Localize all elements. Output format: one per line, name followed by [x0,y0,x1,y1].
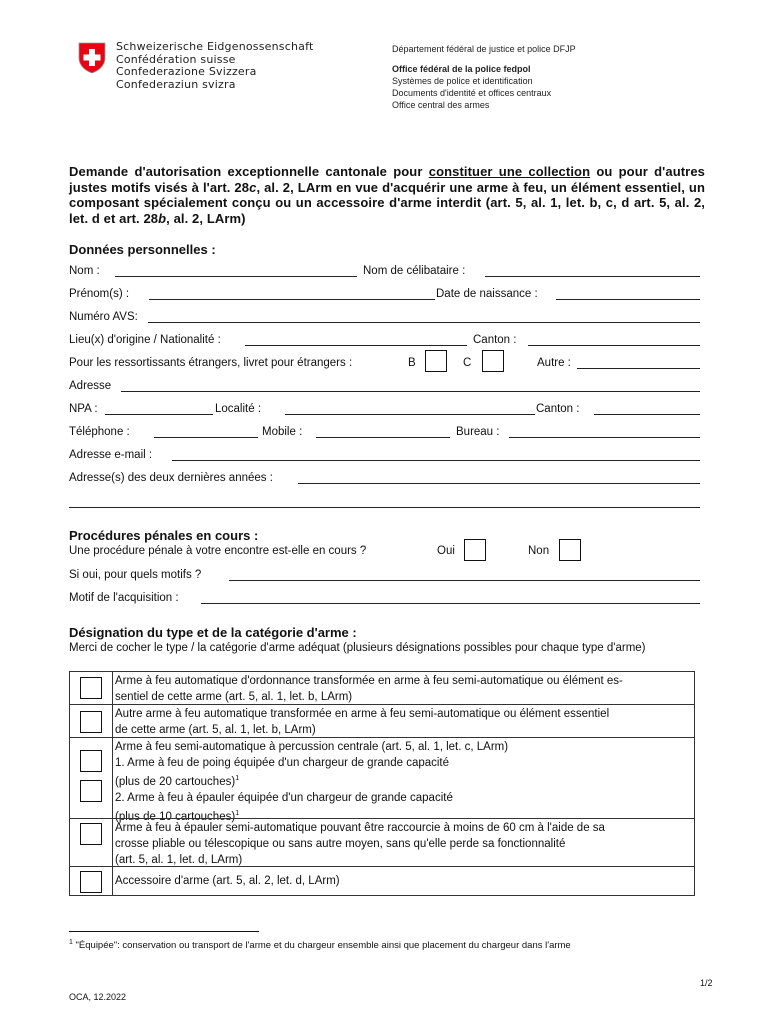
mobile-field[interactable] [316,437,450,438]
office-line: Systèmes de police et identification [392,76,533,86]
office-line: Documents d'identité et offices centraux [392,88,552,98]
form-code: OCA, 12.2022 [69,992,127,1002]
npa-label: NPA : [69,403,98,415]
autre-field[interactable] [577,368,700,369]
penal-question-row [69,545,701,560]
avs-field[interactable] [148,322,700,323]
bureau-label: Bureau : [456,426,500,438]
npa-row [69,403,701,418]
email-field[interactable] [172,460,700,461]
nom-field[interactable] [115,276,357,277]
prenom-label: Prénom(s) : [69,288,130,300]
permit-b-checkbox[interactable] [425,350,447,372]
motifs-field[interactable] [229,580,700,581]
department-block [392,43,576,111]
weapon-row-text: Autre arme à feu automatique transformée en arme à feu semi-automatique ou élément essentiel de cette arme (art. 5, al. 1, let. b, LArm) [115,708,610,736]
canton2-field[interactable] [594,414,700,415]
localite-field[interactable] [285,414,535,415]
nom-celibataire-field[interactable] [485,276,700,277]
office-name: Office fédéral de la police fedpol [392,64,531,74]
weapon-type-table [69,671,695,896]
permit-row [69,357,701,372]
anciennes-adresses-row-2 [69,496,701,511]
adresse-field[interactable] [121,391,700,392]
adresses-anciennes-label: Adresse(s) des deux dernières années : [69,472,273,484]
weapon-type-checkbox[interactable] [80,711,102,733]
footnote-rule [69,931,259,932]
canton2-label: Canton : [536,403,580,415]
form-title: Demande d'autorisation exceptionnelle cantonale pour constituer une collection ou pour d'autres justes motifs visés à l'art. 28c, al. 2, LArm en vue d'acquérir une arme à feu, un élément essentiel, un composant spécialement conçu ou un accessoire d'arme interdit (art. 5, al. 1, let. b, c, d art. 5, al. 2, let. d et art. 28b, al. 2, LArm) [69,164,705,226]
avs-row [69,311,701,326]
confederation-line: Confédération suisse [116,52,236,66]
oui-checkbox[interactable] [464,539,486,561]
weapon-row [70,672,694,704]
localite-label: Localité : [215,403,262,415]
personal-data-heading: Données personnelles : [69,242,216,257]
adresses-anciennes-field-2[interactable] [69,507,700,508]
anciennes-adresses-row [69,472,701,487]
permit-b-label: B [408,357,416,369]
confederation-line: Confederazione Svizzera [116,65,257,78]
designation-intro: Merci de cocher le type / la catégorie d'arme adéquat (plusieurs désignations possibles pour chaque type d'arme) [69,642,646,654]
prenom-field[interactable] [149,299,435,300]
avs-label: Numéro AVS: [69,311,138,323]
date-naissance-field[interactable] [556,299,700,300]
weapon-row-text: Arme à feu à épauler semi-automatique pouvant être raccourcie à moins de 60 cm à l'aide de sa crosse pliable ou télescopique ou sans autre moyen, sans qu'elle perde sa fonctionnalité (art. 5, al. 1, let. d, LArm) [115,822,605,866]
department-name: Département fédéral de justice et police DFJP [392,44,576,54]
telephone-label: Téléphone : [69,426,130,438]
date-naissance-label: Date de naissance : [436,288,538,300]
permit-c-label: C [463,357,472,369]
bureau-field[interactable] [509,437,700,438]
confederation-names [116,41,313,91]
swiss-coat-of-arms-icon [78,42,106,74]
confederation-line: Confederaziun svizra [116,77,236,91]
motifs-row [69,569,701,584]
nom-label: Nom : [69,265,100,277]
penal-question: Une procédure pénale à votre encontre est-elle en cours ? [69,545,367,557]
designation-heading: Désignation du type et de la catégorie d'arme : [69,625,357,640]
email-label: Adresse e-mail : [69,449,153,461]
nom-celibataire-label: Nom de célibataire : [363,265,466,277]
page-number: 1/2 [700,978,713,988]
non-label: Non [528,545,550,557]
prenom-row [69,288,701,303]
origine-label: Lieu(x) d'origine / Nationalité : [69,334,221,346]
weapon-type-checkbox[interactable] [80,677,102,699]
origine-field[interactable] [245,345,467,346]
weapon-row-text: Arme à feu semi-automatique à percussion centrale (art. 5, al. 1, let. c, LArm) 1. Arme à feu de poing équipée d'un chargeur de grande capacité (plus de 20 cartouches)$^1$ 2. Arme à feu à épauler équipée d'un chargeur de grande capacité (plus de 10 cartouches)$^1$ [115,741,509,823]
weapon-row [70,818,694,867]
acquisition-label: Motif de l'acquisition : [69,592,179,604]
adresses-anciennes-field[interactable] [298,483,700,484]
weapon-row [70,866,694,896]
weapon-type-checkbox[interactable] [80,871,102,893]
weapon-row-text: Accessoire d'arme (art. 5, al. 2, let. d, LArm) [115,875,340,887]
weapon-type-checkbox[interactable] [80,823,102,845]
origine-row [69,334,701,349]
adresse-label: Adresse [69,380,112,392]
weapon-row [70,704,694,738]
name-row [69,265,701,280]
footnote: $^1$ "Équipée": conservation ou transport de l'arme et du chargeur ensemble ainsi que placement du chargeur dans l'arme [69,939,571,952]
motifs-label: Si oui, pour quels motifs ? [69,569,202,581]
canton-field[interactable] [528,345,700,346]
non-checkbox[interactable] [559,539,581,561]
adresse-row [69,380,701,395]
weapon-type-checkbox[interactable] [80,750,102,772]
telephone-field[interactable] [154,437,258,438]
email-row [69,449,701,464]
acquisition-row [69,592,701,607]
mobile-label: Mobile : [262,426,303,438]
weapon-row-text: Arme à feu automatique d'ordonnance transformée en arme à feu semi-automatique ou élément es- sentiel de cette arme (art. 5, al. 1, let. b, LArm) [115,675,623,703]
penal-heading: Procédures pénales en cours : [69,528,259,543]
permit-c-checkbox[interactable] [482,350,504,372]
oui-label: Oui [437,545,455,557]
office-line: Office central des armes [392,100,490,110]
etrangers-label: Pour les ressortissants étrangers, livret pour étrangers : [69,357,353,369]
canton-label: Canton : [473,334,517,346]
acquisition-field[interactable] [201,603,700,604]
npa-field[interactable] [105,414,213,415]
confederation-line: Schweizerische Eidgenossenschaft [116,40,314,53]
autre-label: Autre : [537,357,571,369]
weapon-type-checkbox[interactable] [80,780,102,802]
telephone-row [69,426,701,441]
weapon-row [70,737,694,823]
